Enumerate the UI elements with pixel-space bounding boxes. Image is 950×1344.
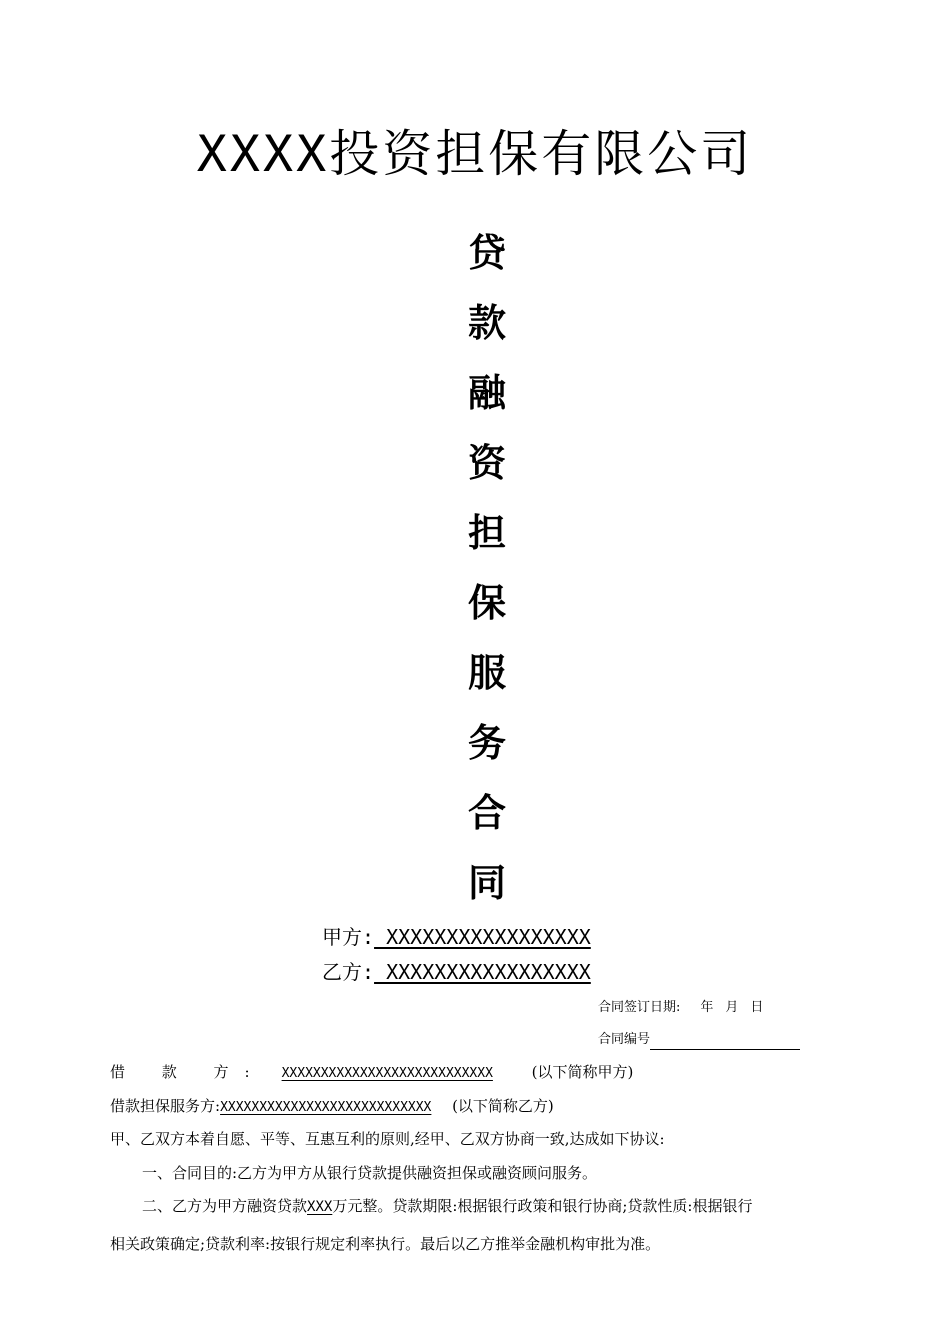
clause-1: 一、合同目的:乙方为甲方从银行贷款提供融资担保或融资顾问服务。: [142, 1164, 598, 1182]
sign-date-year: 年: [700, 1000, 714, 1015]
party-b-label: 乙方:: [322, 960, 375, 984]
contract-title-char: 款: [467, 300, 506, 345]
party-b-line: [322, 957, 591, 987]
guarantor-value: XXXXXXXXXXXXXXXXXXXXXXXXXXX: [220, 1100, 432, 1115]
contract-title-char: 合: [467, 790, 506, 835]
contract-title-char: 担: [467, 510, 506, 555]
sign-date-month: 月: [725, 1000, 739, 1015]
guarantor-label: 借款担保服务方:: [110, 1097, 221, 1115]
guarantor-line: [110, 1094, 554, 1120]
party-b-value: XXXXXXXXXXXXXXXXX: [374, 960, 591, 984]
clause-2-rest: 万元整。贷款期限:根据银行政策和银行协商;贷款性质:根据银行: [332, 1197, 753, 1215]
party-a-value: XXXXXXXXXXXXXXXXX: [374, 925, 591, 949]
contract-title-char: 贷: [467, 230, 506, 275]
sign-date-line: [598, 998, 763, 1018]
contract-title-char: 服: [467, 650, 506, 695]
party-a-label: 甲方:: [322, 925, 375, 949]
clause-2-line-1: [142, 1194, 868, 1219]
contract-title-char: 资: [467, 440, 506, 485]
clause-2-prefix: 二、乙方为甲方融资贷款: [142, 1197, 308, 1215]
company-title: XXXX投资担保有限公司: [196, 125, 754, 183]
contract-title: [455, 218, 519, 918]
borrower-line: [110, 1060, 633, 1086]
contract-title-char: 务: [467, 720, 506, 765]
contract-no-line: [598, 1030, 800, 1050]
contract-title-char: 同: [467, 860, 506, 905]
party-a-line: [322, 922, 591, 952]
borrower-suffix: (以下简称甲方): [531, 1063, 634, 1081]
intro-paragraph: 甲、乙双方本着自愿、平等、互惠互利的原则,经甲、乙双方协商一致,达成如下协议:: [110, 1130, 665, 1148]
contract-title-char: 保: [467, 580, 506, 625]
contract-title-char: 融: [467, 370, 506, 415]
borrower-value: XXXXXXXXXXXXXXXXXXXXXXXXXXX: [281, 1066, 493, 1081]
clause-2-amount: XXX: [307, 1199, 333, 1215]
contract-no-blank: [650, 1035, 800, 1050]
contract-no-label: 合同编号: [598, 1032, 651, 1047]
sign-date-day: 日: [750, 1000, 764, 1015]
sign-date-label: 合同签订日期:: [598, 1000, 681, 1015]
guarantor-suffix: (以下简称乙方): [452, 1097, 554, 1115]
clause-2-line-2: 相关政策确定;贷款利率:按银行规定利率执行。最后以乙方推举金融机构审批为准。: [110, 1235, 661, 1253]
borrower-label: 借 款 方:: [110, 1063, 266, 1081]
